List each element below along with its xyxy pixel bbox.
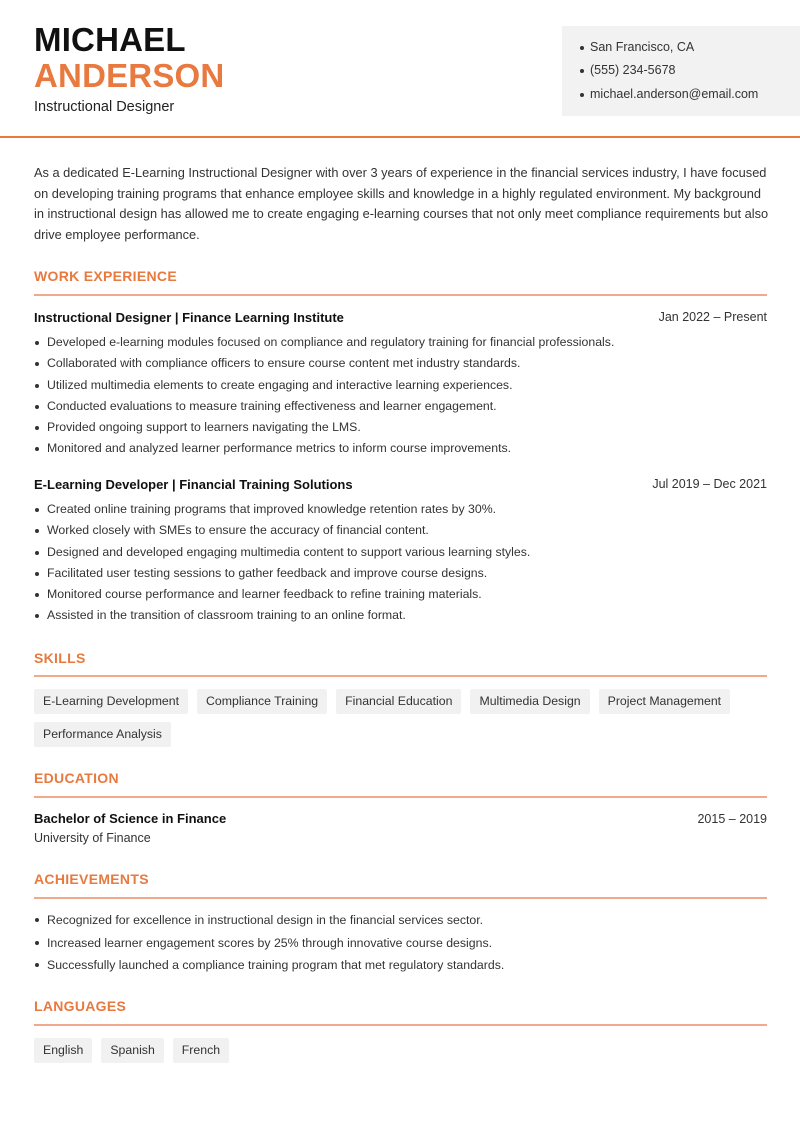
- section-divider: [34, 675, 767, 677]
- language-tag: Spanish: [101, 1038, 163, 1063]
- job-heading: E-Learning Developer | Financial Training Solutions: [34, 477, 353, 492]
- skills-tag-list: [34, 689, 774, 747]
- list-item: Increased learner engagement scores by 25% through innovative course designs.: [34, 932, 764, 955]
- skill-tag: E-Learning Development: [34, 689, 188, 714]
- achievements-list: [34, 909, 764, 977]
- work-experience-title: WORK EXPERIENCE: [34, 268, 177, 284]
- job-dates: Jan 2022 – Present: [658, 310, 767, 324]
- list-item: Facilitated user testing sessions to gather feedback and improve course designs.: [34, 563, 764, 584]
- skill-tag: Financial Education: [336, 689, 461, 714]
- job-bullet-list: [34, 332, 764, 460]
- job-dates: Jul 2019 – Dec 2021: [652, 477, 767, 491]
- list-item: Successfully launched a compliance training program that met regulatory standards.: [34, 954, 764, 977]
- section-divider: [34, 796, 767, 798]
- list-item: Developed e-learning modules focused on compliance and regulatory training for financial professionals.: [34, 332, 764, 353]
- list-item: Monitored course performance and learner feedback to refine training materials.: [34, 584, 764, 605]
- list-item: Monitored and analyzed learner performance metrics to inform course improvements.: [34, 438, 764, 459]
- education-dates: 2015 – 2019: [697, 812, 767, 826]
- list-item: Provided ongoing support to learners navigating the LMS.: [34, 417, 764, 438]
- skill-tag: Compliance Training: [197, 689, 327, 714]
- list-item: Utilized multimedia elements to create engaging and interactive learning experiences.: [34, 375, 764, 396]
- candidate-name: [34, 22, 224, 94]
- section-divider: [34, 897, 767, 899]
- achievements-title: ACHIEVEMENTS: [34, 871, 149, 887]
- section-divider: [34, 294, 767, 296]
- skill-tag: Performance Analysis: [34, 722, 171, 747]
- education-school: University of Finance: [34, 831, 151, 845]
- language-tag: French: [173, 1038, 229, 1063]
- contact-phone: (555) 234-5678: [590, 63, 676, 77]
- contact-location: San Francisco, CA: [590, 40, 695, 54]
- first-name: MICHAEL: [34, 21, 186, 58]
- contact-email[interactable]: michael.anderson@email.com: [590, 87, 759, 101]
- list-item: Conducted evaluations to measure training effectiveness and learner engagement.: [34, 396, 764, 417]
- languages-title: LANGUAGES: [34, 998, 127, 1014]
- job-role: Instructional Designer: [34, 99, 175, 115]
- languages-tag-list: [34, 1038, 774, 1063]
- profile-summary: As a dedicated E-Learning Instructional Designer with over 3 years of experience in the financial services industry, I have focused on developing training programs that enhance employee skills and knowledge in a highly regulated environment. My background in instructional design has allowed me to create engaging e-learning courses that not only meet compliance requirements but also drive employee performance.: [34, 165, 769, 242]
- education-degree: Bachelor of Science in Finance: [34, 811, 227, 826]
- list-item: Assisted in the transition of classroom training to an online format.: [34, 605, 764, 626]
- list-item: Collaborated with compliance officers to ensure course content met industry standards.: [34, 353, 764, 374]
- skills-title: SKILLS: [34, 650, 86, 666]
- section-divider: [34, 1024, 767, 1026]
- language-tag: English: [34, 1038, 92, 1063]
- list-item: Designed and developed engaging multimedia content to support various learning styles.: [34, 542, 764, 563]
- education-title: EDUCATION: [34, 770, 119, 786]
- last-name: ANDERSON: [34, 57, 225, 94]
- job-bullet-list: [34, 499, 764, 627]
- resume-header: [0, 0, 800, 138]
- job-heading: Instructional Designer | Finance Learning Institute: [34, 310, 344, 325]
- list-item: Recognized for excellence in instructional design in the financial services sector.: [34, 909, 764, 932]
- skill-tag: Project Management: [599, 689, 730, 714]
- contact-box: [562, 26, 800, 116]
- skill-tag: Multimedia Design: [470, 689, 589, 714]
- list-item: Created online training programs that improved knowledge retention rates by 30%.: [34, 499, 764, 520]
- list-item: Worked closely with SMEs to ensure the accuracy of financial content.: [34, 520, 764, 541]
